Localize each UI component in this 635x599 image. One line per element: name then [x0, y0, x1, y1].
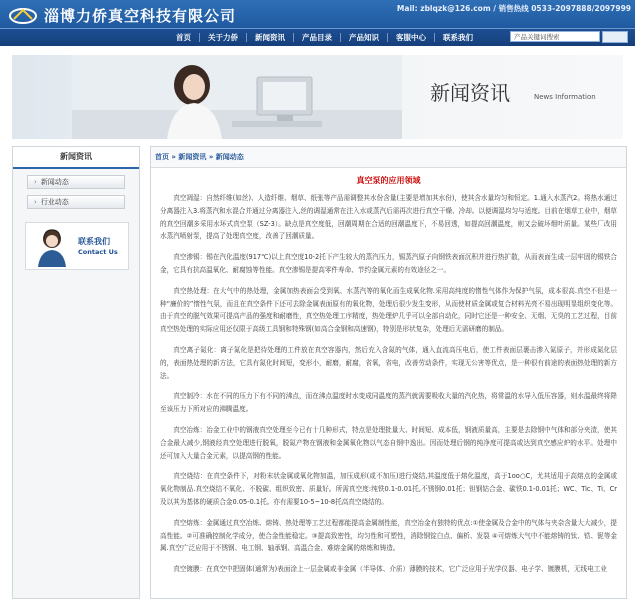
company-name: 淄博力侨真空科技有限公司 [44, 7, 237, 25]
nav-news[interactable]: 新闻资讯 [255, 33, 285, 42]
article-paragraph: 真空冶炼：冶金工业中的钢液真空处理至今已有十几种形式，特点是处理批量大、时间短、成本低，钢液质量高，主要是去除钢中气体和部分夹渣，使其合金最大减少,钢液经真空处理进行脱氧，脱氮产物在钢液和金属氧化物以气态自钢中逸出。因而处理后钢的纯净度可提高或达到真空感应炉的水平。处理中还可加入大量合金元素，以提高钢的性能。 [160, 425, 617, 460]
main-nav [0, 28, 635, 46]
sidebar-item-label: 新闻动态 [40, 178, 69, 186]
article-title: 真空泵的应用领域 [356, 176, 421, 185]
logo-mark-icon [8, 7, 38, 25]
banner-title: 新闻资讯 [430, 81, 510, 105]
article-paragraph: 真空热处理：在大气中的热处理，金属加热表面会受到氧、水蒸汽等的氧化而生成氧化物.采用高纯度的惰性气体作为保护气氛，成本很高.真空不但是一种“廉价的”惰性气氛，而且在真空条件下还可去除金属表面原有的氧化物，处理后很少发生变形，从而使材质金属或复合材料光亮不易出现明显组织变化等。由于真空的脱气效果可提高产品的强度和耐磨性，真空热处理工序精度，热处理炉几乎可以全部自动化，同时它还是一种安全、无烟、无臭的工艺过程，目前真空热处理的实际应用还仅限于高级工具钢和特殊钢(如高合金钢和高速钢)，特别是形状复杂，处理后无需研磨的制品。 [160, 286, 617, 334]
search-button[interactable] [602, 31, 628, 43]
customer-service-icon [32, 225, 72, 267]
site-header [0, 0, 635, 28]
article-body [151, 186, 626, 576]
main-content [150, 146, 627, 599]
sidebar-title: 新闻资讯 [13, 147, 139, 169]
article-paragraph: 真空熔炼：金属通过真空冶炼、熔铸、热处理等工艺过程都能提高金属制性能，真空冶金有独特的优点:①使金属及合金中的气体与夹杂含量大大减少，提高性能。②可准确控制化学成分，使合金性能稳定。③提高致密性，均匀性和可塑性，消除钢锭白点、偏析、发裂 ④可熔炼大气中不能熔铸的钛、锆、铌等金属.真空广泛应用于不锈钢、电工钢、轴承钢、高温合金、难熔金属的熔炼和铸造。 [160, 518, 617, 553]
contact-us-label-en: Contact Us [78, 248, 118, 256]
nav-knowledge[interactable]: 产品知识 [349, 33, 379, 42]
article-paragraph: 真空渗锡：锡在汽化温度(917℃)以上真空度10-2托下产生较大的蒸汽压力，锡蒸汽原子向钢铁表面沉积并进行热扩散，从而表面生成一层牢固的锡铁合金，它具有抗高温氧化、耐腐蚀等性能。真空渗锡是提高零件寿命、节约金属元素的有效途径之一。 [160, 253, 617, 274]
nav-service[interactable]: 客服中心 [396, 33, 426, 42]
contact-us-card[interactable] [25, 222, 129, 270]
bullet-icon: › [34, 178, 37, 186]
nav-contact[interactable]: 联系我们 [443, 33, 473, 42]
article-paragraph: 真空镀膜：在真空中把固体(通常为)表面涂上一层金属或非金属（半导体、介质）薄膜的技术，它广泛应用于光学仪器、电子学、镀膜机，无线电工业 [173, 565, 607, 574]
sidebar-item-industry[interactable] [27, 195, 125, 209]
bullet-icon: › [34, 198, 37, 206]
nav-products[interactable]: 产品目录 [302, 33, 332, 42]
contact-info: Mail: zblqzk@126.com / 销售热线 0533-2097888/2097999 [396, 4, 631, 13]
search-input[interactable]: 产品关键词搜索 [510, 31, 600, 42]
article-paragraph: 真空离子氮化：离子氮化是把待处理的工件放在真空容器内，然后充入含氮的气体，通入直流高压电后，使工件表面层裹击渗入氮原子，并形成氮化层的，表面热处理的新方法，它具有氮化时间短，变形小，耐磨，耐腐，省氧，省电，改善劳动条件，实现无公害等优点，是一种很有前途的表面热处理的新方法。 [160, 345, 617, 380]
breadcrumb[interactable]: 首页 » 新闻资讯 » 新闻动态 [151, 147, 626, 168]
nav-about[interactable]: 关于力侨 [208, 33, 238, 42]
logo[interactable] [8, 5, 236, 26]
page-banner [12, 55, 623, 139]
sidebar [12, 146, 140, 599]
article-paragraph: 真空凋湿：自然纤维(如丝)、人造纤维、烟草、纸张等产品需调整其水份含量(主要是增加其水份)，使其含水量均匀和恒定。1.通入水蒸汽2。将热水通过分离器注入3.将蒸汽和水混合并通过分离器注入,丝的调湿通常在注入水或蒸汽后需再次进行真空干燥、冷却。以便调湿均匀与适度。目前在烟草工业中，烟草的真空回潮多采用水环式真空泵（SZ-3）。缺点是真空度低，回潮周期在合适的回潮温度下，不易回透，如提高回潮温度，则又会破坏烟叶质量。某些厂改用水蒸汽喷射泵，提高了处理真空度，改善了回潮质量。 [160, 194, 617, 241]
contact-us-label: 联系我们 [78, 237, 110, 246]
banner-subtitle: News Information [534, 93, 596, 101]
sidebar-item-label: 行业动态 [40, 198, 69, 206]
article-paragraph: 真空制冷：水在不同的压力下有不同的沸点，而在沸点温度时水变成同温度的蒸汽就需要吸收大量的汽化热，将常温的水导入低压容器，则水温最终将降至该压力下所对应的沸腾温度。 [160, 392, 617, 414]
sidebar-item-news[interactable] [27, 175, 125, 189]
banner-illustration [72, 55, 402, 139]
article-paragraph: 真空烧结：在真空条件下，对粉末状金属或氧化物加温，加压成形(或不加压)进行烧结,其温度低于熔化温度，高于1oo○C，尤其适用于高熔点的金属或氧化物制品.真空烧结不氧化、不脱碳、组织致密、质量好。所需真空度:纯铁0.1-0.01托,不锈钢0.01托；钽钢钴合金、碳铁0.1-0.01托；WC、Tic、Ti、Cr及以其为基体的硬质合金0.05-0.1托。亦有需要10-5~10-8托高真空烧结的。 [160, 472, 617, 506]
nav-home[interactable]: 首页 [176, 33, 191, 42]
